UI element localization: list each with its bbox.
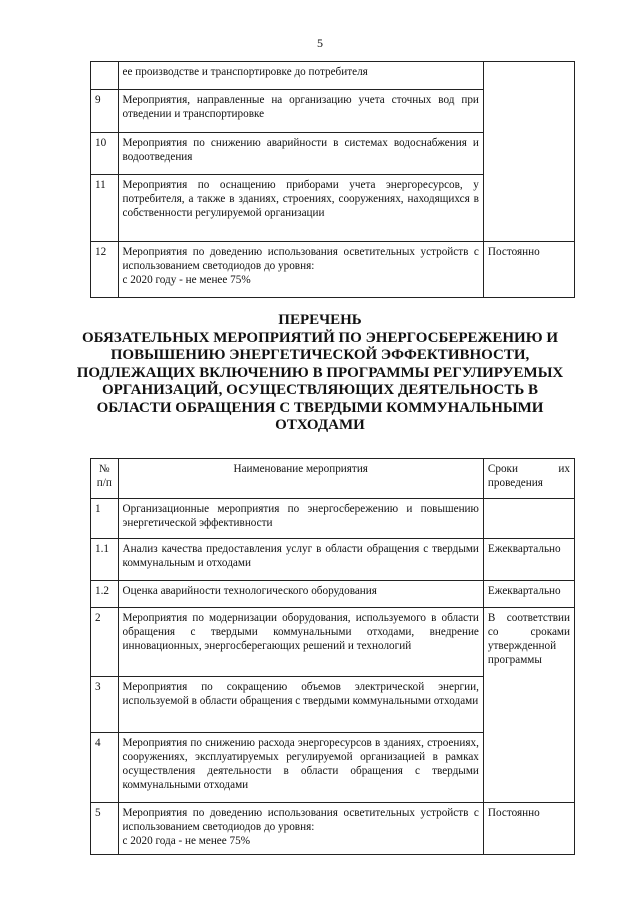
row-term: Ежеквартально (483, 581, 574, 608)
row-text: ее производстве и транспортировке до потребителя (118, 62, 483, 90)
header-name: Наименование мероприятия (118, 459, 483, 499)
title-line: ОБЛАСТИ ОБРАЩЕНИЯ С ТВЕРДЫМИ КОММУНАЛЬНЫМИ (96, 399, 544, 416)
row-term (483, 175, 574, 242)
row-text: Мероприятия по сокращению объемов электрической энергии, используемой в области обращения с твердыми коммунальными отходами (118, 677, 483, 733)
table-row (91, 90, 575, 133)
row-text: Мероприятия по модернизации оборудования, используемого в области обращения с твердыми коммунальными отходами, внедрение инновационных, энергосберегающих решений и технологий (118, 608, 483, 677)
table-row (91, 733, 575, 803)
title-line: ПОДЛЕЖАЩИХ ВКЛЮЧЕНИЮ В ПРОГРАММЫ РЕГУЛИРУЕМЫХ (76, 364, 564, 381)
row-text: Мероприятия по доведению использования осветительных устройств с использованием светодиодов до уровня: с 2020 году - не менее 75% (118, 242, 483, 298)
row-number: 9 (91, 90, 119, 133)
row-number: 5 (91, 803, 119, 855)
row-number: 3 (91, 677, 119, 733)
row-term: Постоянно (483, 803, 574, 855)
row-term (483, 733, 574, 803)
row-number: 10 (91, 133, 119, 175)
table-row (91, 133, 575, 175)
table-row (91, 608, 575, 677)
page-number: 5 (317, 36, 323, 50)
header-number: № п/п (91, 459, 119, 499)
row-text: Мероприятия по снижению аварийности в системах водоснабжения и водоотведения (118, 133, 483, 175)
row-text: Анализ качества предоставления услуг в области обращения с твердыми коммунальным и отходами (118, 539, 483, 581)
row-text: Мероприятия по доведению использования осветительных устройств с использованием светодиодов до уровня: с 2020 года - не менее 75% (118, 803, 483, 855)
title-line: ПЕРЕЧЕНЬ (278, 312, 362, 328)
list-title (60, 312, 580, 435)
table-row (91, 581, 575, 608)
title-line: ОБЯЗАТЕЛЬНЫХ МЕРОПРИЯТИЙ ПО ЭНЕРГОСБЕРЕЖЕНИЮ И (81, 329, 559, 346)
row-text: Организационные мероприятия по энергосбережению и повышению энергетической эффективности (118, 499, 483, 539)
row-number: 11 (91, 175, 119, 242)
row-text: Мероприятия по оснащению приборами учета энергоресурсов, у потребителя, а также в зданиях, строениях, сооружениях, находящихся в собственности регулируемой организации (118, 175, 483, 242)
row-number: 2 (91, 608, 119, 677)
row-text: Мероприятия по снижению расхода энергоресурсов в зданиях, строениях, сооружениях, эксплуатируемых регулируемой организацией в рамках осуществления деятельности в области обращения с твердыми коммунальными отходами (118, 733, 483, 803)
row-number: 4 (91, 733, 119, 803)
row-term: В соответствии со сроками утвержденной программы (483, 608, 574, 677)
row-number: 1 (91, 499, 119, 539)
table-row (91, 175, 575, 242)
row-term (483, 133, 574, 175)
title-line: ОТХОДАМИ (275, 417, 365, 433)
row-term (483, 677, 574, 733)
row-number: 1.1 (91, 539, 119, 581)
row-number (91, 62, 119, 90)
row-number: 1.2 (91, 581, 119, 608)
header-term: Сроки их проведения (483, 459, 574, 499)
table-row (91, 803, 575, 855)
row-term: Постоянно (483, 242, 574, 298)
table-row (91, 677, 575, 733)
main-table (90, 458, 575, 855)
top-table (90, 61, 575, 298)
table-row (91, 499, 575, 539)
table-row (91, 62, 575, 90)
table-row (91, 539, 575, 581)
row-term (483, 90, 574, 133)
row-term (483, 62, 574, 90)
row-term (483, 499, 574, 539)
row-text: Оценка аварийности технологического оборудования (118, 581, 483, 608)
row-number: 12 (91, 242, 119, 298)
table-header-row (91, 459, 575, 499)
table-row (91, 242, 575, 298)
title-line: ОРГАНИЗАЦИЙ, ОСУЩЕСТВЛЯЮЩИХ ДЕЯТЕЛЬНОСТЬ В (101, 382, 539, 398)
title-line: ПОВЫШЕНИЮ ЭНЕРГЕТИЧЕСКОЙ ЭФФЕКТИВНОСТИ, (110, 347, 530, 363)
row-term: Ежеквартально (483, 539, 574, 581)
row-text: Мероприятия, направленные на организацию учета сточных вод при отведении и транспортировке (118, 90, 483, 133)
